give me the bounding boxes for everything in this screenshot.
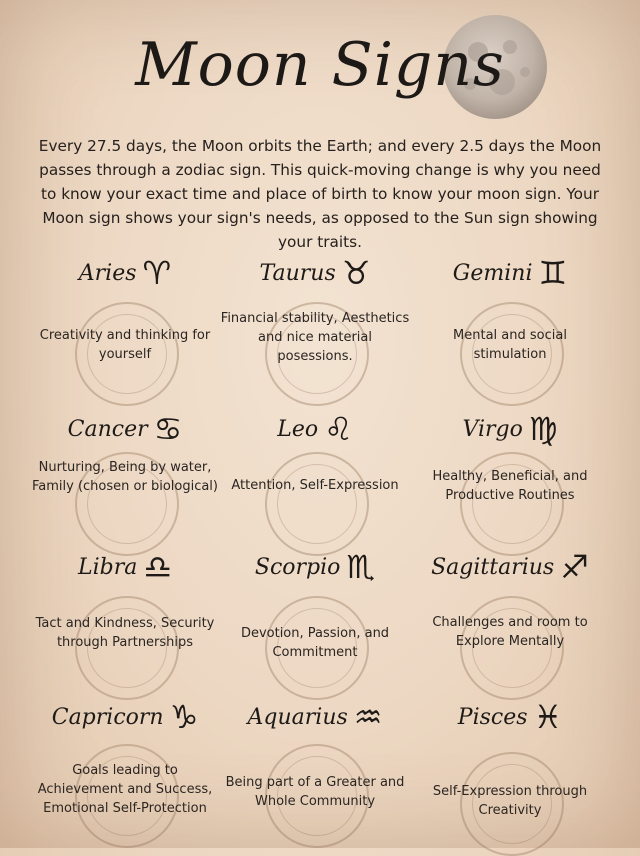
sign-description: Goals leading to Achievement and Success, Emotional Self-Protection <box>37 763 213 816</box>
capricorn-icon: ♑ <box>169 698 199 736</box>
sign-description: Nurturing, Being by water, Family (chosen or biological) <box>32 460 218 494</box>
cancer-icon: ♋ <box>153 410 183 448</box>
sign-name: Aries <box>78 260 137 286</box>
sign-card-libra <box>30 540 220 690</box>
intro-paragraph: Every 27.5 days, the Moon orbits the Earth; and every 2.5 days the Moon passes through a zodiac sign. This quick-moving change is why you need to know your exact time and place of birth to know your moon sign. Your Moon sign shows your sign's needs, as opposed to the Sun sign showing your traits. <box>38 137 602 251</box>
sign-name: Leo <box>277 416 319 442</box>
sign-description: Healthy, Beneficial, and Productive Routines <box>432 469 588 503</box>
sign-name: Pisces <box>457 704 528 730</box>
sign-name: Capricorn <box>51 704 164 730</box>
sign-card-virgo <box>415 402 605 542</box>
sign-name: Virgo <box>462 416 523 442</box>
sign-card-capricorn <box>30 690 220 840</box>
sign-description: Devotion, Passion, and Commitment <box>240 626 390 660</box>
sign-description: Mental and social stimulation <box>453 328 567 362</box>
sign-name: Libra <box>77 554 138 580</box>
gemini-icon: ♊ <box>538 254 568 292</box>
scorpio-icon: ♏ <box>346 548 376 586</box>
sign-card-taurus <box>220 246 410 396</box>
sign-card-aquarius <box>220 690 410 840</box>
virgo-icon: ♍ <box>528 410 558 448</box>
sign-description: Being part of a Greater and Whole Community <box>225 775 405 809</box>
sign-card-aries <box>30 246 220 396</box>
sign-description: Challenges and room to Explore Mentally <box>432 615 588 649</box>
sign-name: Scorpio <box>254 554 341 580</box>
sign-description: Tact and Kindness, Security through Partnerships <box>35 616 215 650</box>
sign-card-scorpio <box>220 540 410 690</box>
sign-card-pisces <box>415 690 605 840</box>
sign-name: Gemini <box>452 260 533 286</box>
sign-name: Taurus <box>259 260 336 286</box>
sign-name: Cancer <box>67 416 148 442</box>
sagittarius-icon: ♐ <box>560 548 589 586</box>
sign-name: Aquarius <box>247 704 348 730</box>
page-title: Moon Signs <box>135 30 505 100</box>
sign-description: Attention, Self-Expression <box>231 478 399 493</box>
sign-card-cancer <box>30 402 220 542</box>
sign-description: Financial stability, Aesthetics and nice material posessions. <box>220 311 410 364</box>
sign-card-sagittarius <box>415 540 605 690</box>
sign-name: Sagittarius <box>431 554 555 580</box>
pisces-icon: ♓ <box>533 698 563 736</box>
aquarius-icon: ♒ <box>353 698 383 736</box>
libra-icon: ♎ <box>143 548 173 586</box>
sign-card-gemini <box>415 246 605 396</box>
sign-description: Self-Expression through Creativity <box>432 784 588 818</box>
sign-card-leo <box>220 402 410 542</box>
taurus-icon: ♉ <box>341 254 371 292</box>
leo-icon: ♌ <box>324 410 353 448</box>
aries-icon: ♈ <box>142 254 172 292</box>
sign-description: Creativity and thinking for yourself <box>39 328 211 362</box>
